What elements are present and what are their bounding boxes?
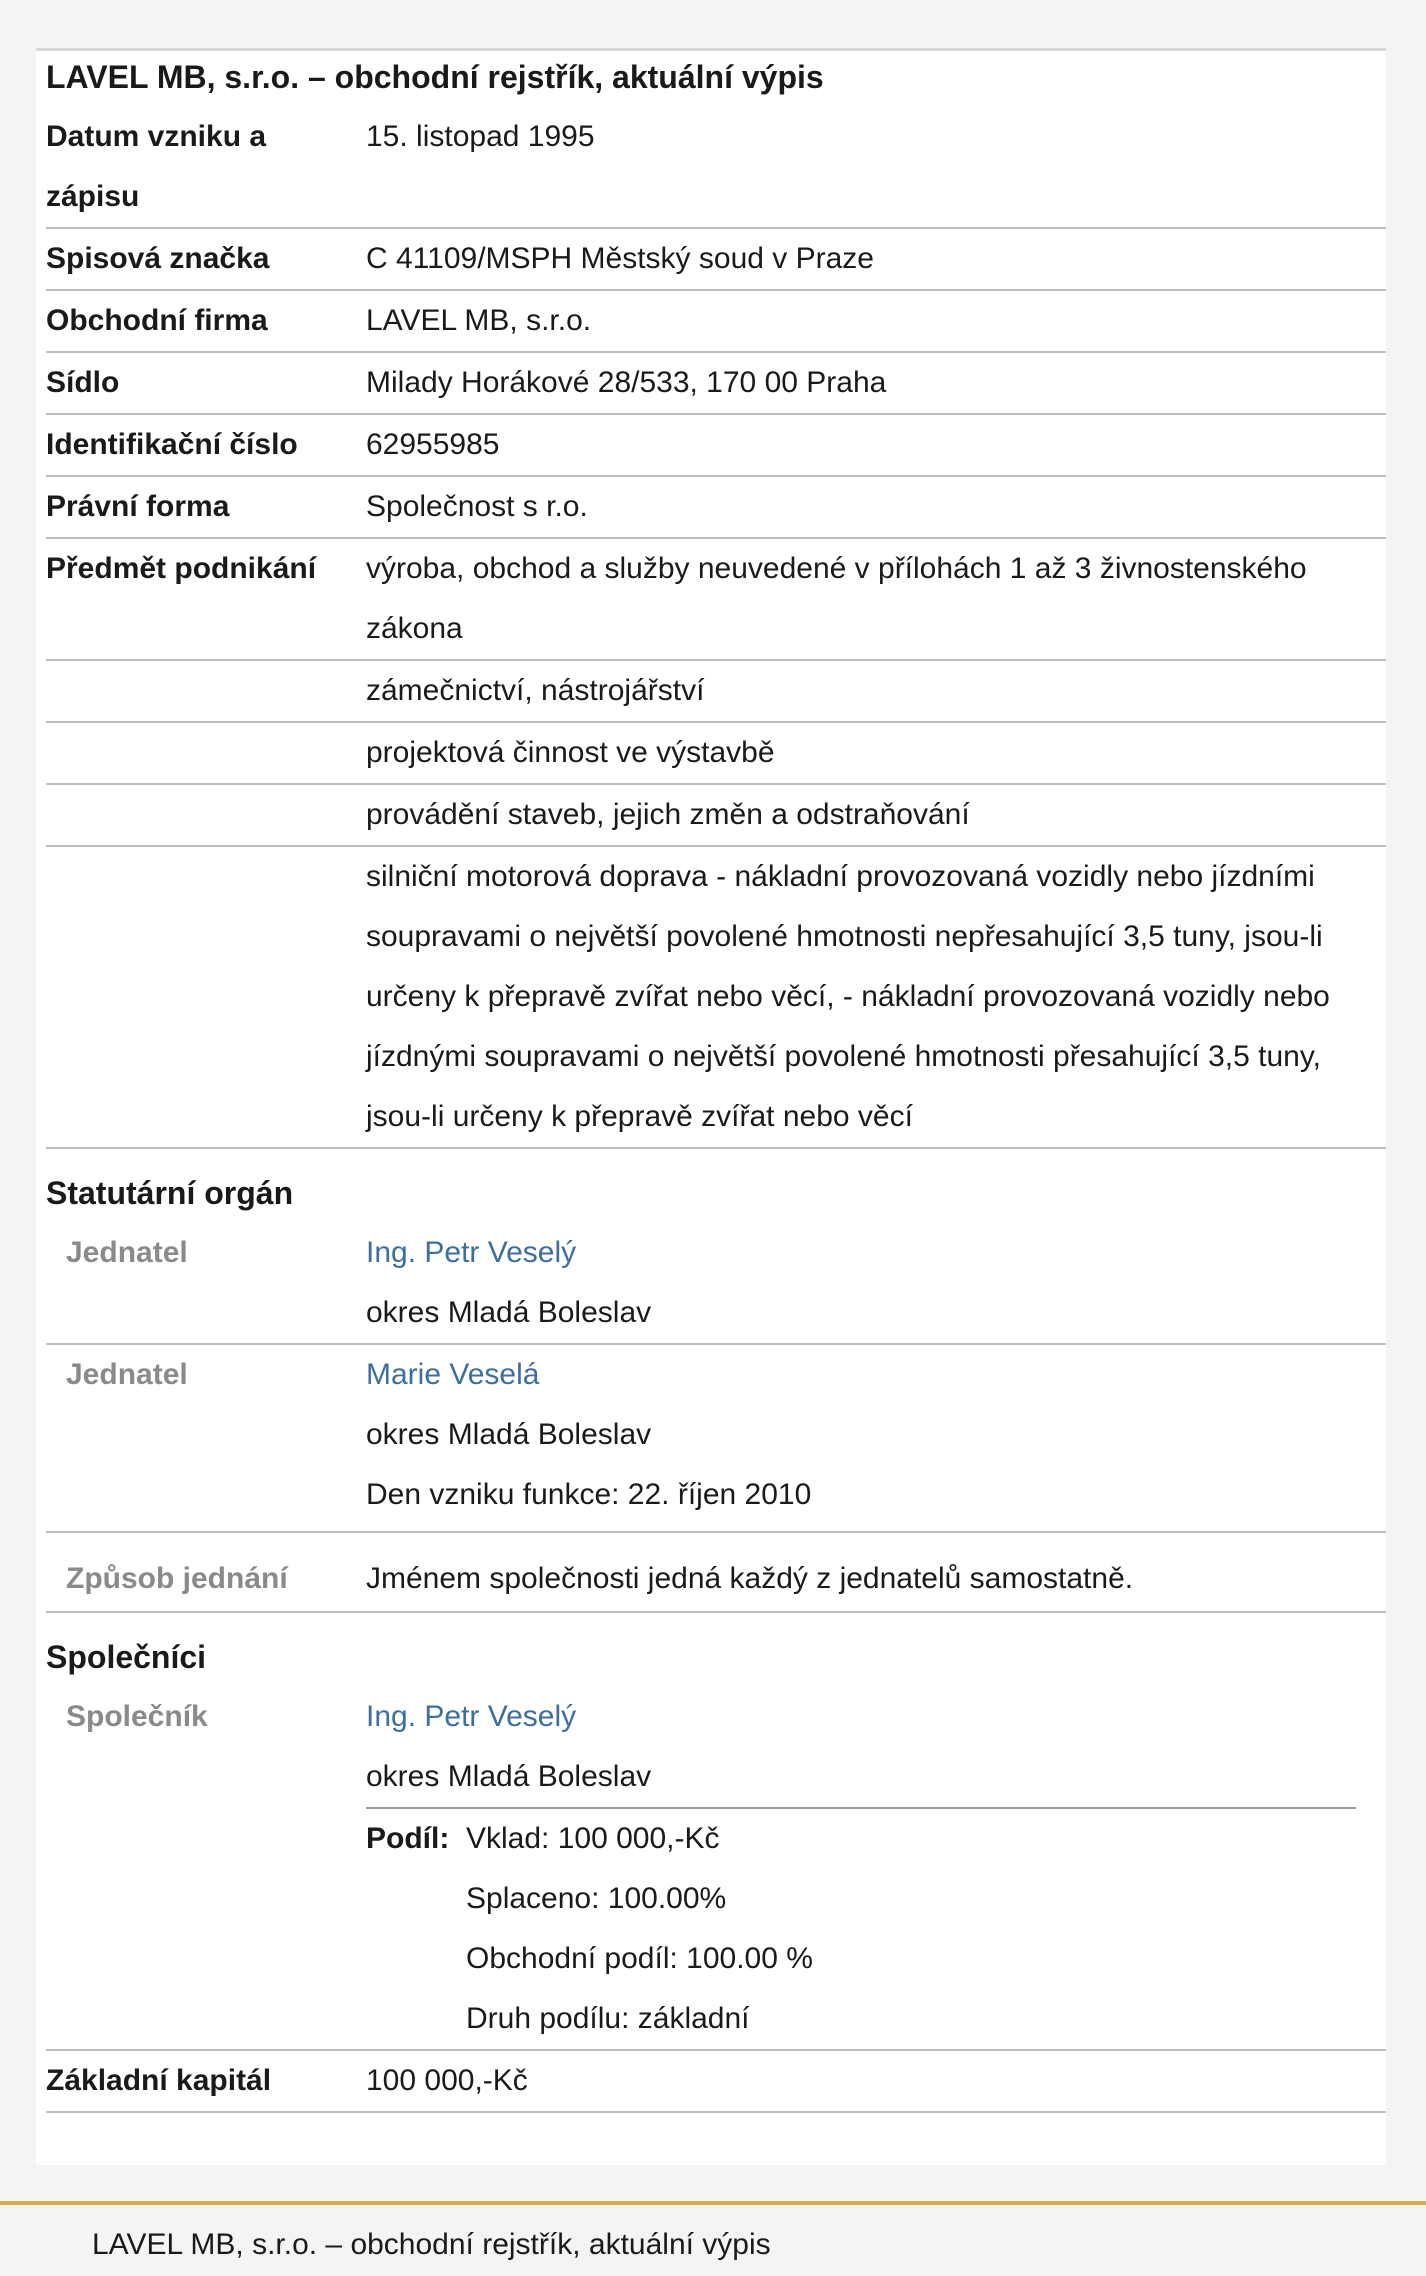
spolecnik-name-link[interactable]: Ing. Petr Veselý	[366, 1700, 577, 1733]
row-identifikacni-cislo	[46, 415, 1386, 477]
spolecnik-okres: okres Mladá Boleslav	[366, 1760, 652, 1793]
value-zakladni-kapital: 100 000,-Kč	[366, 2064, 528, 2097]
jednatel-okres: okres Mladá Boleslav	[366, 1418, 652, 1451]
row-datum-vzniku	[46, 107, 1386, 229]
row-jednatel	[46, 1223, 1386, 1345]
row-zakladni-kapital	[46, 2051, 1386, 2113]
row-predmet-item	[46, 661, 1386, 723]
row-predmet-item	[46, 785, 1386, 847]
value-spisova-znacka: C 41109/MSPH Městský soud v Praze	[366, 242, 874, 275]
label-zakladni-kapital: Základní kapitál	[46, 2064, 272, 2097]
row-pravni-forma	[46, 477, 1386, 539]
value-predmet-item: silniční motorová doprava - nákladní provozovaná vozidly nebo jízdními soupravami o největší povolené hmotnosti nepřesahující 3,5 tuny, jsou-li určeny k přepravě zvířat nebo věcí, - nákladní provozovaná vozidly nebo jízdnými soupravami o největší povolené hmotnosti přesahující 3,5 tuny, jsou-li určeny k přepravě zvířat nebo věcí	[366, 860, 1330, 1133]
row-spolecnik	[46, 1687, 1386, 2051]
row-predmet-item	[46, 847, 1386, 1149]
jednatel-den-vzniku-funkce: Den vzniku funkce: 22. říjen 2010	[366, 1478, 812, 1511]
heading-statutarni-organ: Statutární orgán	[46, 1175, 294, 1211]
value-predmet-item: zámečnictví, nástrojářství	[366, 674, 705, 707]
podil-splaceno: Splaceno: 100.00%	[466, 1882, 727, 1915]
value-predmet-item: provádění staveb, jejich změn a odstraňování	[366, 798, 970, 831]
row-predmet-podnikani	[46, 539, 1386, 661]
row-jednatel	[46, 1345, 1386, 1533]
jednatel-okres: okres Mladá Boleslav	[366, 1296, 652, 1329]
row-zpusob-jednani	[46, 1533, 1386, 1613]
value-pravni-forma: Společnost s r.o.	[366, 490, 588, 523]
row-obchodni-firma	[46, 291, 1386, 353]
row-spisova-znacka	[46, 229, 1386, 291]
value-zpusob-jednani: Jménem společnosti jedná každý z jednatelů samostatně.	[366, 1562, 1134, 1595]
podil-obchodni-podil: Obchodní podíl: 100.00 %	[466, 1942, 813, 1975]
value-sidlo: Milady Horákové 28/533, 170 00 Praha	[366, 366, 887, 399]
label-jednatel: Jednatel	[66, 1236, 188, 1269]
registry-extract	[46, 47, 1386, 2113]
value-identifikacni-cislo: 62955985	[366, 428, 500, 461]
jednatel-name-link[interactable]: Marie Veselá	[366, 1358, 540, 1391]
label-sidlo: Sídlo	[46, 366, 120, 399]
label-identifikacni-cislo: Identifikační číslo	[46, 428, 298, 461]
label-predmet-podnikani: Předmět podnikání	[46, 552, 317, 585]
row-predmet-item	[46, 723, 1386, 785]
podil-vklad: Vklad: 100 000,-Kč	[466, 1822, 720, 1855]
value-obchodni-firma: LAVEL MB, s.r.o.	[366, 304, 592, 337]
footer-title: LAVEL MB, s.r.o. – obchodní rejstřík, aktuální výpis	[92, 2228, 771, 2261]
label-jednatel: Jednatel	[66, 1358, 188, 1391]
podil-label: Podíl:	[366, 1822, 450, 1855]
jednatel-name-link[interactable]: Ing. Petr Veselý	[366, 1236, 577, 1269]
label-spisova-znacka: Spisová značka	[46, 242, 270, 275]
label-spolecnik: Společník	[66, 1700, 208, 1733]
row-sidlo	[46, 353, 1386, 415]
footer-divider	[0, 2201, 1426, 2205]
label-obchodni-firma: Obchodní firma	[46, 304, 268, 337]
label-datum-vzniku: Datum vzniku a zápisu	[46, 120, 267, 213]
value-datum-vzniku: 15. listopad 1995	[366, 120, 595, 153]
value-predmet-item: projektová činnost ve výstavbě	[366, 736, 775, 769]
page-title: LAVEL MB, s.r.o. – obchodní rejstřík, aktuální výpis	[46, 59, 824, 95]
heading-spolecnici: Společníci	[46, 1639, 207, 1675]
value-predmet-item: výroba, obchod a služby neuvedené v přílohách 1 až 3 živnostenského zákona	[366, 552, 1307, 645]
podil-druh: Druh podílu: základní	[466, 2002, 750, 2035]
label-zpusob-jednani: Způsob jednání	[66, 1562, 288, 1595]
podil-block	[366, 1809, 1386, 2049]
label-pravni-forma: Právní forma	[46, 490, 230, 523]
